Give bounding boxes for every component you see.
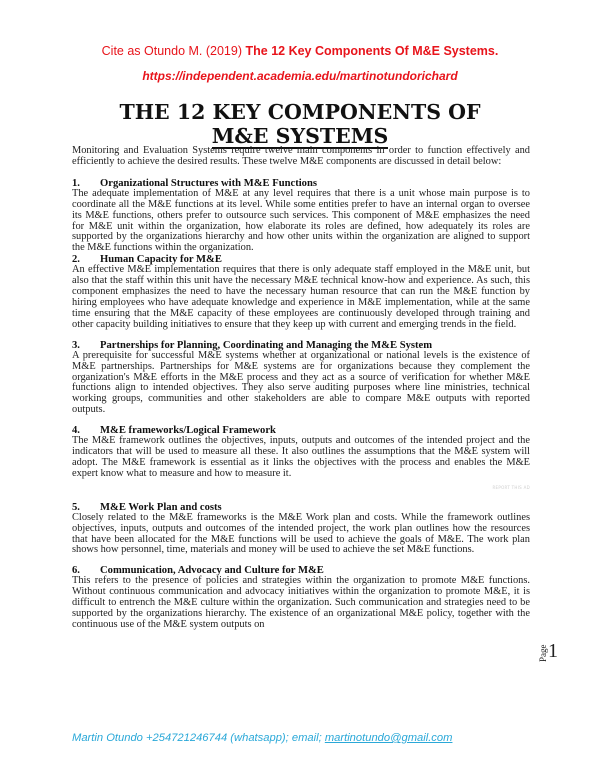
section-title: Organizational Structures with M&E Functions (100, 177, 317, 189)
document-title (0, 100, 600, 149)
section-number: 6. (72, 565, 80, 577)
footer-contact (72, 732, 452, 744)
report-ad-watermark: REPORT THIS AD (492, 484, 530, 490)
page-number: 1 (548, 640, 558, 662)
footer-text: Martin Otundo +254721246744 (whatsapp); email; (72, 732, 325, 744)
section-text: This refers to the presence of policies and strategies within the organization to promote M&E functions. Without continuous communication and advocacy initiatives within the organization to promote M&E, it is difficult to entrench the M&E culture within the organization. Such communication and strategies need to be supported by the organizations hierarchy. The existence of an organizational M&E policy, together with the continuous use of the M&E system outputs on (72, 575, 530, 630)
document-body (72, 146, 530, 631)
section-number: 5. (72, 501, 80, 513)
section-number: 3. (72, 339, 80, 351)
citation-line (0, 44, 600, 58)
section-title: M&E Work Plan and costs (100, 501, 222, 513)
section-5 (72, 502, 530, 557)
section-text: A prerequisite for successful M&E systems whether at organizational or national levels is the existence of M&E partnerships. Partnerships for M&E systems are for organizations because they complement the organization's M&E efforts in the M&E process and they act as a source of verification for whether M&E functions align to intended objectives. They also serve auditing purposes where line ministries, technical working groups, communities and other stakeholders are able to compare M&E outputs with reported outputs. (72, 349, 530, 416)
section-number: 4. (72, 425, 80, 437)
page-label: Page (538, 644, 548, 662)
section-text: Closely related to the M&E frameworks is the M&E Work plan and costs. While the framework outlines objectives, inputs, outputs and outcomes of the intended project, the work plan outlines how the resources that have been allocated for the M&E functions will be used to achieve the goals of M&E. The work plan shows how personnel, time, materials and money will be used to achieve the set M&E functions. (72, 511, 530, 556)
section-text: The adequate implementation of M&E at any level requires that there is a unit whose main purpose is to coordinate all the M&E functions at its level. While some entities prefer to have an internal organ to oversee its M&E functions, others prefer to outsource such services. This component of M&E emphasizes the need for M&E unit within the organization, how elaborate its roles are defined, how adequately its roles are supported by the organizations hierarchy and how other units within the organization are aligned to support the M&E functions within the organization. (72, 187, 530, 254)
section-number: 1. (72, 177, 80, 189)
citation-prefix: Cite as Otundo M. (2019) (101, 44, 243, 58)
section-text: The M&E framework outlines the objectives, inputs, outputs and outcomes of the intended project and the indicators that will be used to measure all these. It also outlines the assumptions that the M&E system will adopt. The M&E framework is essential as it links the objectives with the process and enables the M&E expert know what to measure and how to measure it. (72, 435, 530, 479)
citation-title: The 12 Key Components Of M&E Systems. (245, 44, 499, 58)
section-6 (72, 565, 530, 631)
section-1 (72, 178, 530, 254)
citation-url[interactable]: https://independent.academia.edu/martinotundorichard (142, 69, 458, 83)
section-text: An effective M&E implementation requires that there is only adequate staff employed in the M&E unit, but also that the staff within this unit have the necessary M&E technical know-how and experience. As such, this component emphasizes the need to have the necessary human resource that can run the M&E function by hiring employees who have adequate knowledge and experience in M&E implementation, while at the same time ensuring that the M&E capacity of these employees are continuously developed through training and other capacity building initiatives to ensure that they keep up with current and emerging trends in the field. (72, 264, 530, 330)
section-3 (72, 340, 530, 416)
title-line-1: THE 12 KEY COMPONENTS OF (119, 100, 481, 124)
title-line-2: M&E SYSTEMS (211, 124, 389, 148)
section-title: Communication, Advocacy and Culture for M&E (100, 565, 324, 577)
section-title: Partnerships for Planning, Coordinating and Managing the M&E System (100, 339, 433, 351)
section-title: Human Capacity for M&E (100, 254, 222, 266)
intro-paragraph: Monitoring and Evaluation Systems require twelve main components in order to function effectively and efficiently to achieve the desired results. These twelve M&E components are discussed in detail below: (72, 145, 530, 167)
footer-email-link[interactable]: martinotundo@gmail.com (324, 732, 453, 744)
section-number: 2. (72, 254, 80, 266)
section-2 (72, 254, 530, 330)
section-4 (72, 425, 530, 480)
section-title: M&E frameworks/Logical Framework (100, 425, 276, 437)
